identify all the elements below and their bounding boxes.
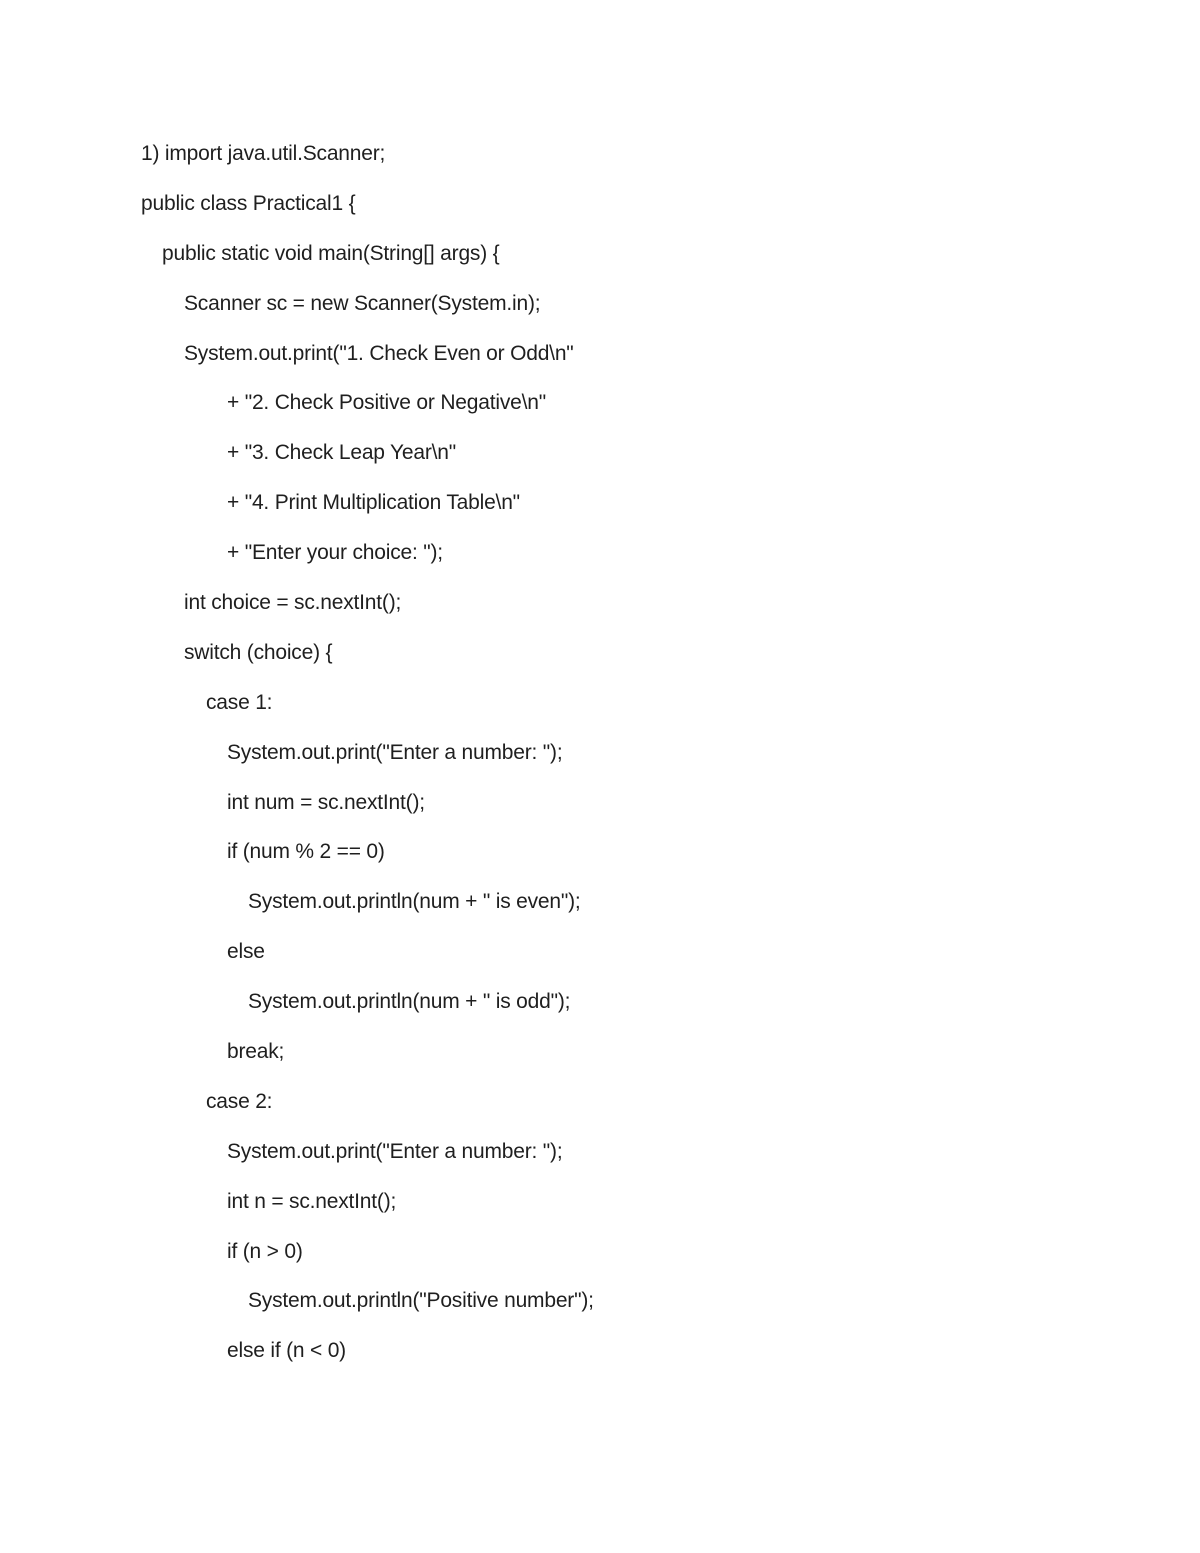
code-line: System.out.print("Enter a number: "); [227,740,563,764]
code-line: + "2. Check Positive or Negative\n" [227,391,546,415]
code-line: System.out.println(num + " is odd"); [248,990,571,1014]
code-line: else [227,940,265,964]
code-line: case 1: [206,690,273,714]
code-line: break; [227,1040,285,1064]
code-line: if (n > 0) [227,1239,303,1263]
code-line: case 2: [206,1089,273,1113]
code-listing [141,132,1141,1379]
code-line: int n = sc.nextInt(); [227,1189,397,1213]
code-line: System.out.println("Positive number"); [248,1289,594,1313]
code-line: public class Practical1 { [141,191,356,215]
code-line: + "Enter your choice: "); [227,541,443,565]
code-line: + "3. Check Leap Year\n" [227,441,457,465]
code-line: System.out.print("1. Check Even or Odd\n" [184,341,574,365]
code-line: public static void main(String[] args) { [162,241,500,265]
code-line: 1) import java.util.Scanner; [141,142,386,165]
code-line: switch (choice) { [184,640,333,664]
code-line: System.out.print("Enter a number: "); [227,1139,563,1163]
code-line: int num = sc.nextInt(); [227,790,425,814]
code-line: if (num % 2 == 0) [227,840,385,864]
code-line: int choice = sc.nextInt(); [184,591,402,615]
code-line: + "4. Print Multiplication Table\n" [227,491,520,515]
code-line: else if (n < 0) [227,1339,346,1363]
code-line: System.out.println(num + " is even"); [248,890,581,914]
code-line: Scanner sc = new Scanner(System.in); [184,291,541,315]
